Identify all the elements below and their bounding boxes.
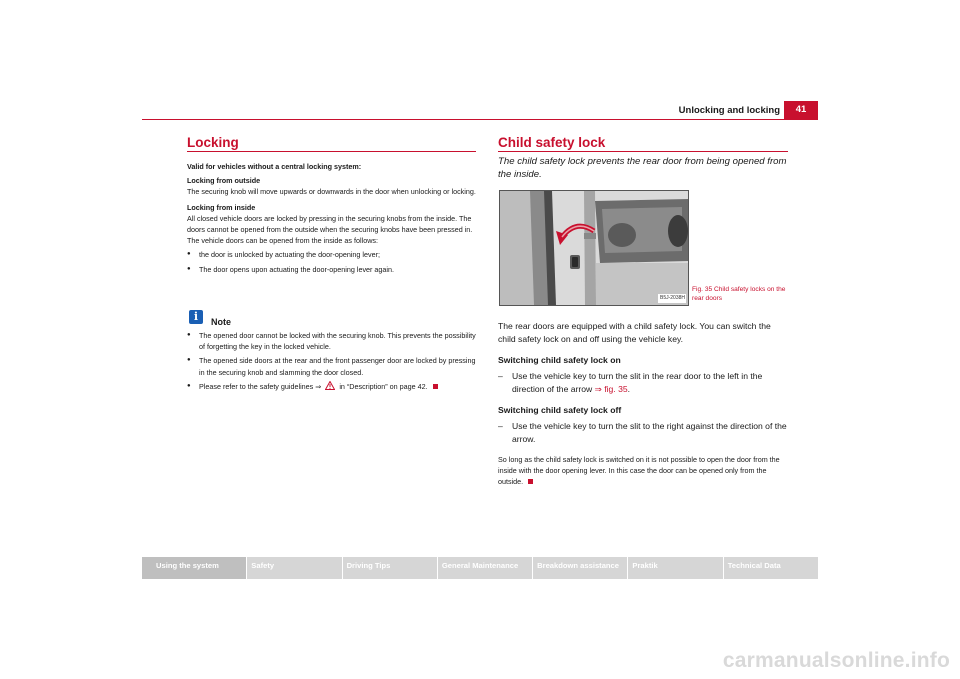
locking-bullet: ● the door is unlocked by actuating the door-opening lever; bbox=[187, 249, 477, 260]
locking-inside-title: Locking from inside bbox=[187, 202, 256, 212]
locking-intro: Valid for vehicles without a central locking system: bbox=[187, 162, 362, 171]
child-lock-intro: The child safety lock prevents the rear door from being opened from the inside. bbox=[498, 156, 787, 180]
switch-on-title: Switching child safety lock on bbox=[498, 355, 621, 365]
figure-caption: Fig. 35 Child safety locks on the rear doors bbox=[692, 286, 786, 302]
note-bullet: ● The opened side doors at the rear and the front passenger door are locked by pressing in the securing knob and slamming the door closed. bbox=[187, 355, 477, 377]
page-number: 41 bbox=[784, 101, 818, 119]
header-rule bbox=[142, 119, 818, 120]
locking-outside-title: Locking from outside bbox=[187, 176, 261, 186]
figure-child-lock bbox=[499, 190, 689, 306]
note-label: Note bbox=[211, 317, 231, 327]
switch-off-title: Switching child safety lock off bbox=[498, 405, 622, 415]
tab-technical-data[interactable]: Technical Data bbox=[724, 557, 818, 579]
child-lock-heading: Child safety lock bbox=[498, 135, 606, 150]
tab-safety[interactable]: Safety bbox=[247, 557, 341, 579]
footer-nav bbox=[142, 557, 818, 579]
note-bullet-ref bbox=[187, 381, 477, 393]
child-lock-footnote bbox=[498, 454, 788, 488]
switch-on-step bbox=[498, 370, 790, 396]
note-bullet-text: Please refer to the safety guidelines bbox=[199, 381, 314, 391]
note-section bbox=[187, 330, 477, 393]
switch-on-end: . bbox=[627, 384, 631, 394]
locking-outside-text: The securing knob will move upwards or downwards in the door when unlocking or locking. bbox=[187, 187, 476, 197]
watermark: carmanualsonline.info bbox=[722, 649, 950, 672]
switch-on-text: Use the vehicle key to turn the slit in the rear door to the left in the direction of the arrow bbox=[512, 371, 763, 394]
section-end-icon bbox=[528, 479, 533, 484]
info-icon: i bbox=[189, 310, 203, 324]
warning-icon bbox=[325, 381, 335, 393]
child-lock-heading-rule bbox=[498, 151, 788, 152]
locking-heading: Locking bbox=[187, 135, 239, 150]
figure-code: B5J-2038H bbox=[660, 295, 686, 301]
arrow-ref: ⇒ bbox=[315, 381, 322, 391]
locking-section bbox=[187, 161, 477, 275]
switch-off-step: – Use the vehicle key to turn the slit to the right against the direction of the arrow. bbox=[498, 420, 790, 446]
section-end-icon bbox=[433, 384, 438, 389]
tab-praktik[interactable]: Praktik bbox=[628, 557, 722, 579]
child-lock-paragraph: The rear doors are equipped with a child safety lock. You can switch the child safety lock on and off using the vehicle key. bbox=[498, 321, 771, 344]
figure-link[interactable]: ⇒ fig. 35 bbox=[594, 384, 628, 394]
child-lock-body bbox=[498, 320, 790, 446]
locking-bullet: ● The door opens upon actuating the door-opening lever again. bbox=[187, 264, 477, 275]
note-ref-text: in “Description” on page 42. bbox=[339, 381, 428, 391]
note-bullet: ● The opened door cannot be locked with the securing knob. This prevents the possibility of forgetting the key in the locked vehicle. bbox=[187, 330, 477, 352]
tab-using-the-system[interactable]: Using the system bbox=[142, 557, 246, 579]
door-illustration bbox=[500, 191, 688, 305]
locking-inside-text: All closed vehicle doors are locked by pressing in the securing knobs from the inside. The doors cannot be opened from the outside when the securing knobs have been pressed in. The vehicle doors can be opened from the inside as follows: bbox=[187, 213, 473, 246]
running-header-title: Unlocking and locking bbox=[678, 105, 780, 116]
footnote-text: So long as the child safety lock is switched on it is not possible to open the door from the inside with the door opening lever. In this case the door can be opened only from the outside. bbox=[498, 455, 780, 487]
tab-breakdown-assistance[interactable]: Breakdown assistance bbox=[533, 557, 627, 579]
tab-driving-tips[interactable]: Driving Tips bbox=[343, 557, 437, 579]
tab-general-maintenance[interactable]: General Maintenance bbox=[438, 557, 532, 579]
locking-heading-rule bbox=[187, 151, 476, 152]
